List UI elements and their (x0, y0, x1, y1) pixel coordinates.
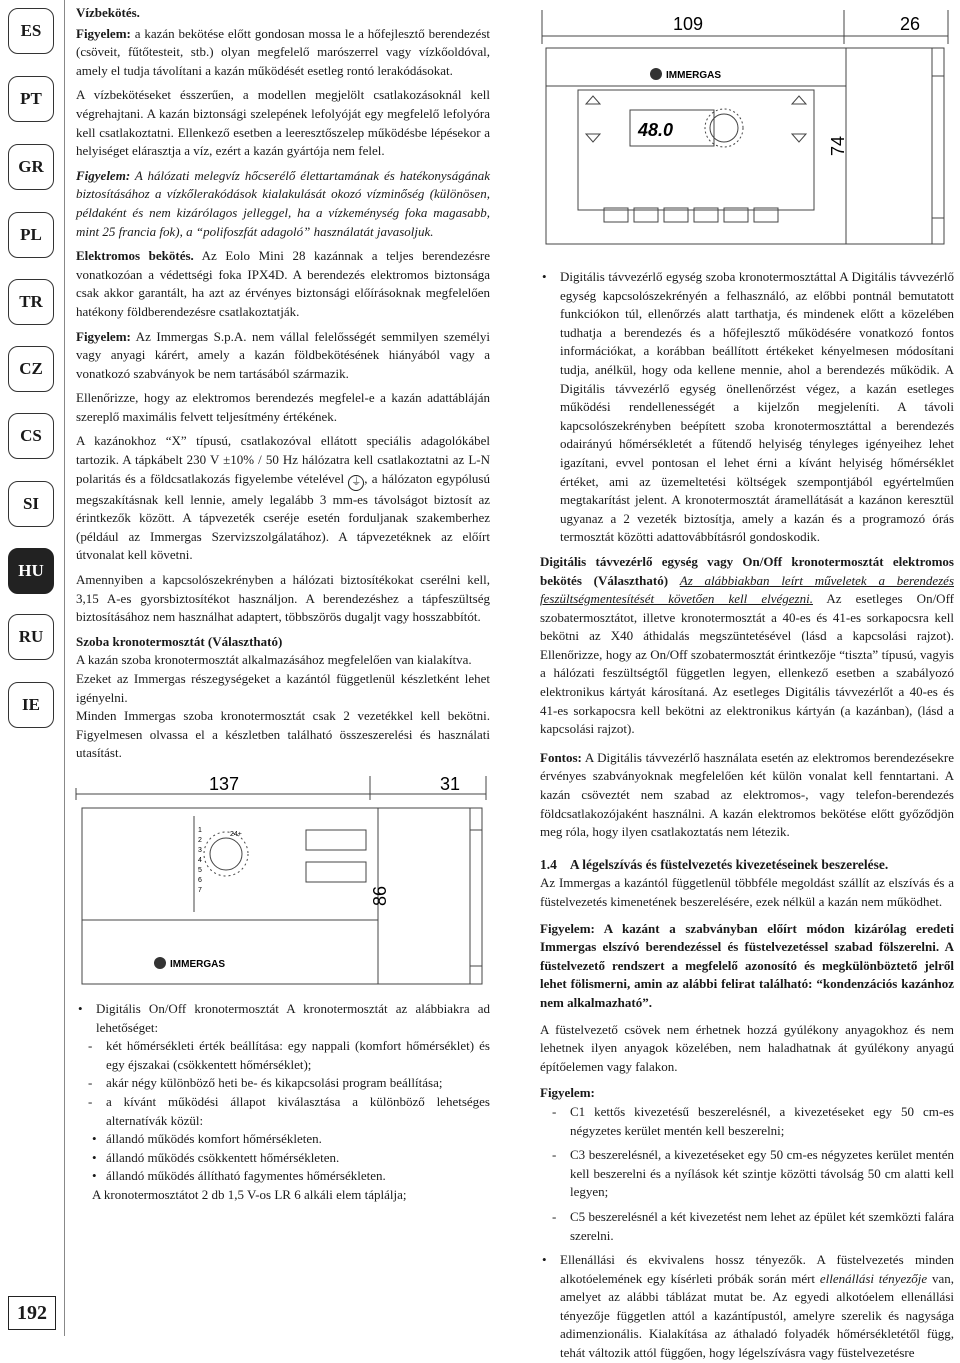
warning-label: Figyelem: (76, 328, 131, 344)
list-item-text: C3 beszerelésnél, a kivezetéseket egy 50 cm-es négyzetes kerület mentén kell beszerelni és a nyílások két szintje közötti távolság 50 cm alatti kell legyen; (570, 1147, 954, 1200)
paragraph-flue-pipes: A füstelvezető csövek nem érhetnek hozzá gyúlékony anyagokhoz és nem lehetnek ilyen anyagok közelében, nem haladhatnak át gyúlékony anyagú építőelemen vagy falakon. (540, 1021, 954, 1074)
lang-tab-cz[interactable]: CZ (8, 346, 54, 392)
bullet-resistance (540, 1251, 954, 1363)
warning-label: Figyelem: (76, 167, 131, 183)
thermostat-title: Szoba kronotermosztát (Választható) (76, 633, 283, 649)
electrical-text: Az Eolo Mini 28 kazánnak a teljes berendezésre vonatkozóan a védettségi foka IPX4D. A berendezés elektromos biztonsága csak akkor garantált, ha azt az érvényes biztonsági előírásoknak megfelelően hatékony földberendezésre csatlakoztatják. (76, 248, 490, 319)
warning-label: Figyelem: (540, 1085, 595, 1101)
list-item: • állandó működés állítható fagymentes hőmérsékleten. (92, 1168, 386, 1184)
list-item: - két hőmérsékleti érték beállítása: egy nappali (komfort hőmérséklet) és egy éjszakai (csökkentett hőmérséklet); (88, 1038, 490, 1072)
paragraph-power-check: Ellenőrizze, hogy az elektromos berendezés megfelel-e a kazán adattábláján szereplő maximális felvett teljesítmény értékének. (76, 390, 490, 424)
earth-icon: ⏚ (348, 475, 364, 491)
brand-logo-icon (650, 68, 662, 80)
cable-text-b: , a hálózaton egypólusú megszakításnak kell lennie, amely legalább 3 mm-es távolságot biztosít az érintkezők között. A tápvezeték cseréje esetén forduljanak szakemberhez (például az Immergas Szervizszolgálatához). A tápvezetéknek az előírt útvonalat kell követni. (76, 470, 490, 563)
display-readout: 48.0 (638, 120, 674, 140)
lang-tab-ie[interactable]: IE (8, 682, 54, 728)
lang-tab-ru[interactable]: RU (8, 614, 54, 660)
day-label: 3 (198, 847, 202, 854)
lang-tab-gr[interactable]: GR (8, 144, 54, 190)
dim-depth-26: 26 (899, 14, 921, 34)
lang-tab-es[interactable]: ES (8, 8, 54, 54)
section-title: A légelszívás és füstelvezetés kivezetéseinek beszerelése. (569, 856, 889, 872)
bullet-title: Digitális On/Off kronotermosztát (96, 1001, 279, 1016)
onoff-notice: Az alábbiakban leírt műveletek a berendezés feszültségmentesítését követően kell elvégezni. (540, 572, 954, 607)
list-item-text: állandó működés csökkentett hőmérsékleten. (106, 1149, 340, 1165)
important-label: Fontos: (540, 749, 582, 765)
paragraph-flue-warning: Figyelem: A kazánt a szabványban előírt módon kizárólag eredeti Immergas elszívó berendezéssel és füstelvezetéssel szabad fölszerelni. A füstelvezető rendszert a megfelelő azonosító és megkülönböztető jelről lehet fölismerni, amin az alábbi felirat található: “kondenzációs kazánhoz nem alkalmazható”. (540, 920, 954, 1010)
right-column (540, 268, 954, 1363)
bullet-digital-remote: • Digitális távvezérlő egység szoba kronotermosztáttal A Digitális távvezérlő egység kapcsolószekrényén a felhasználó, az előbbi pontnál bemutatott funkciókon túl, ellenőrzés alatt tarthatja, és mindenek előtt a közelében tudhatja a berendezés és a hőfejlesztő működésére vonatkozó fontos információkat, a korábban beállított értékeket kényelmesen módosítani tudja, anélkül, hogy oda kellene mennie, ahol a berendezés működik. A Digitális távvezérlő egység önellenőrzést végez, a kazán esetleges működési rendellenességét a kijelzőn megjeleníti. A távoli kapcsolószekrényben beépített szoba kronotermosztáttal a berendezés odairányú hőmérsékletét a fűtendő helyiség tényleges igényeihez lehet igazítani, evvel pontosan el lehet érni a kívánt helyiség hőmérséklet értéket, ami az üzemeltetési költségek szempontjából egyértelműen megtakarítást jelent. A kronotermosztát áramellátását a kazánon keresztül ugyanaz a 2 vezeték biztosítja, amely a kazán és a programozó órás termosztát közötti adattovábbításról gondoskodik. (540, 268, 954, 547)
paragraph-thermostat: A kazán szoba kronotermosztát alkalmazásához megfelelően van kialakítva. (76, 652, 472, 668)
lang-tab-tr[interactable]: TR (8, 279, 54, 325)
dim-width-109: 109 (672, 14, 704, 34)
warning-text: a kazán bekötése előtt gondosan mossa le a hőfejlesztő berendezést (csöveit, fűtőtesteit, stb.) olyan megfelelő marószerrel vagy vízkőoldóval, amely el tudja távolítani a kazán működését esetleg rontó lerakódásokat. (76, 25, 490, 78)
list-item: - a kívánt működési állapot kiválasztása a különböző lehetséges alternatívák közül: (88, 1093, 490, 1128)
bullet-text: A kronotermosztát az alábbiakra ad lehetőséget: (96, 1001, 491, 1035)
day-label: 2 (198, 837, 202, 844)
sidebar-divider (64, 0, 65, 1336)
bullet-italic: ellenállási tényezője (819, 1270, 928, 1286)
list-item: - C1 kettős kivezetésű beszerelésnél, a kivezetéseket egy 50 cm-es négyzetes kerület mentén kell beszerelni; (552, 1103, 954, 1138)
onoff-title: Digitális távvezérlő egység vagy On/Off kronotermosztát elektromos bekötés (Választható) (540, 553, 954, 588)
section-heading-1-4 (540, 856, 954, 875)
warning-text: A hálózati melegvíz hőcserélő élettartamának és hatékonyságának biztosításához a vízkőlerakódások kialakulását okozó vízminőség (különösen, példaként és nem kizárólagos jelleggel, ha a vízkeménység foka magasabb, mint 25 francia fok), a “polifoszfát adagoló” használatát javasoljuk. (76, 167, 490, 239)
bullet-text: Ellenállási és ekvivalens hossz tényezők. A füstelvezetés minden alkotóelemének egy kísérleti próbák során mért (560, 1252, 954, 1286)
brand-logo-icon (154, 957, 166, 969)
day-label: 5 (198, 867, 202, 874)
paragraph-wiring: Minden Immergas szoba kronotermosztát csak 2 vezetékkel kell bekötni. Figyelmesen olvassa el a készletben található összeszerelési és használati utasítást. (76, 708, 490, 761)
list-item-text: akár négy különböző heti be- és kikapcsolási program beállítása; (106, 1075, 443, 1091)
dim-height-86: 86 (370, 885, 390, 907)
lang-tab-pt[interactable]: PT (8, 76, 54, 122)
brand-logo-text: IMMERGAS (170, 959, 225, 970)
list-item: • állandó működés komfort hőmérsékleten. (92, 1131, 322, 1147)
list-item-text: két hőmérsékleti érték beállítása: egy nappali (komfort hőmérséklet) és egy éjszakai (csökkentett hőmérséklet); (106, 1038, 490, 1072)
dim-height-74: 74 (828, 135, 848, 157)
paragraph-important (540, 749, 954, 842)
list-item-text: állandó működés állítható fagymentes hőmérsékleten. (106, 1168, 386, 1184)
remote-control-drawing (538, 4, 956, 254)
temp-label: 24+ (230, 831, 242, 838)
important-text: A Digitális távvezérlő használata esetén az elektromos berendezésekre érvényes szabványoknak megfelelően két külön vonalat kell fenntartani. A kazán csöveztét nem szabad az elektromos-, vagy telefon-berendezés földcsatlakozójaként használni. A kazán elektromos bekötése előtt győződjön meg róla, hogy ilyen csatlakoztatás nem létezik. (540, 749, 954, 840)
day-label: 4 (198, 857, 202, 864)
left-column-bottom (76, 1000, 490, 1205)
dim-depth-31: 31 (439, 774, 461, 794)
left-column (76, 4, 490, 769)
warning-label: Figyelem: (76, 25, 131, 41)
dim-width-137: 137 (208, 774, 240, 794)
day-label: 6 (198, 877, 202, 884)
section-number: 1.4 (540, 856, 557, 872)
paragraph-flue-intro: Az Immergas a kazántól függetlenül többféle megoldást szállít az elszívás és a füstelvezetés kimenetének beszerelésére, ezek nélkül a kazán nem működhet. (540, 875, 954, 909)
list-item: - C3 beszerelésnél, a kivezetéseket egy 50 cm-es négyzetes kerület mentén kell beszerelni és a nyílások két szintje közötti távolság 50 cm alatti kell legyen; (552, 1147, 954, 1200)
lang-tab-si[interactable]: SI (8, 481, 54, 527)
day-label: 7 (198, 887, 202, 894)
paragraph-fuses: Amennyiben a kapcsolószekrényben a hálózati biztosítékokat cserélni kell, 3,15 A-es gyorsbiztosítékot használjon. A berendezéshez a tápfeszültség biztosításához nem használhat adaptert, többszörös dugaljt vagy hosszabbítót. (76, 572, 490, 625)
language-sidebar (0, 0, 64, 1336)
lang-tab-cs[interactable]: CS (8, 413, 54, 459)
list-item: - akár négy különböző heti be- és kikapcsolási program beállítása; (88, 1075, 443, 1091)
list-item: - C5 beszerelésnél a két kivezetést nem lehet az épület két szemközti falára szerelni. (552, 1208, 954, 1243)
warning-text: Az Immergas S.p.A. nem vállal felelősségét semmilyen személyi vagy anyagi kárért, amely a kazán földbekötésének hiányából vagy a vonatkozó szabványok be nem tartásából származik. (76, 328, 490, 381)
paragraph-cable (76, 432, 490, 565)
bullet-onoff-thermostat (76, 1000, 490, 1037)
cable-text-a: A kazánokhoz “X” típusú, csatlakozóval ellátott speciális adagolókábel tartozik. A tápkábelt 230 V ±10% / 50 Hz hálózatra kell csatlakoztatni az L-N polaritás és a földcsatlakozás figyelembe vételével (76, 433, 490, 486)
list-item-text: C1 kettős kivezetésű beszerelésnél, a kivezetéseket egy 50 cm-es négyzetes kerület mentén kell beszerelni; (570, 1103, 954, 1138)
paragraph-kit: Ezeket az Immergas részegységeket a kazántól függetlenül készletként lehet igényelni. (76, 671, 490, 705)
list-item-text: a kívánt működési állapot kiválasztása a különböző lehetséges alternatívák közül: (106, 1093, 490, 1128)
paragraph-warning-3 (76, 328, 490, 384)
battery-note: A kronotermosztátot 2 db 1,5 V-os LR 6 alkáli elem táplálja; (92, 1186, 407, 1202)
paragraph-warning-2 (76, 167, 490, 241)
onoff-text: Az esetleges On/Off szobatermosztátot, illetve kronotermosztát a 40-es és 41-es sorkapocsra kell bekötni az X40 áthidalás megszüntetésével (lásd a kapcsolási rajzot). Ellenőrizze, hogy az On/Off szobatermosztát érintkezője “tiszta” típusú, vagyis a hálózati feszültségtől független legyen, ellenkező esetben a szabályozó elektronikus kártyát károsítaná. Az esetleges Digitális távvezérlőt a 40-es és 41-es sorkapocsra kell bekötni az elektronikus kártyán (a kazánban), (lásd a kapcsolási rajzot). (540, 591, 954, 737)
day-label: 1 (198, 827, 202, 834)
list-item-text: C5 beszerelésnél a két kivezetést nem lehet az épület két szemközti falára szerelni. (570, 1208, 954, 1243)
paragraph-water-connections: A vízbekötéseket ésszerűen, a modellen megjelölt csatlakozásoknál kell végrehajtani. A kazán biztonsági szelepének lefolyóját egy megfelelő lefolyóra kell csatlakoztatni. Ellenkező esetben a leeresztőszelep működésbe lépésekor a helyiséget elárasztja a víz, ezért a kazán gyártója nem felel. (76, 87, 490, 159)
paragraph-electrical (76, 247, 490, 321)
page-number: 192 (8, 1296, 56, 1330)
paragraph-onoff-wiring (540, 553, 954, 739)
electrical-label: Elektromos bekötés. (76, 248, 194, 264)
bullet-text: van, amelyet az alábbi táblázat mutat be. Az egyedi alkotóelem ellenállási tényezője független attól a kazántípustól, amelyre szerelik és nagysága adimenzionális. Kialakítása az áthaladó folyadék hőmérsékletétől függ, tehát változik attól függően, hogy légelszívásra vagy füstelvezetésre (560, 1270, 954, 1361)
lang-tab-pl[interactable]: PL (8, 212, 54, 258)
chronothermostat-drawing (74, 770, 494, 988)
list-item: • állandó működés csökkentett hőmérsékleten. (92, 1149, 340, 1165)
section-title-water: Vízbekötés. (76, 5, 140, 20)
paragraph-warning-1 (76, 25, 490, 81)
lang-tab-hu[interactable]: HU (8, 548, 54, 594)
list-item-text: állandó működés komfort hőmérsékleten. (106, 1131, 322, 1147)
brand-logo-text: IMMERGAS (666, 70, 721, 81)
